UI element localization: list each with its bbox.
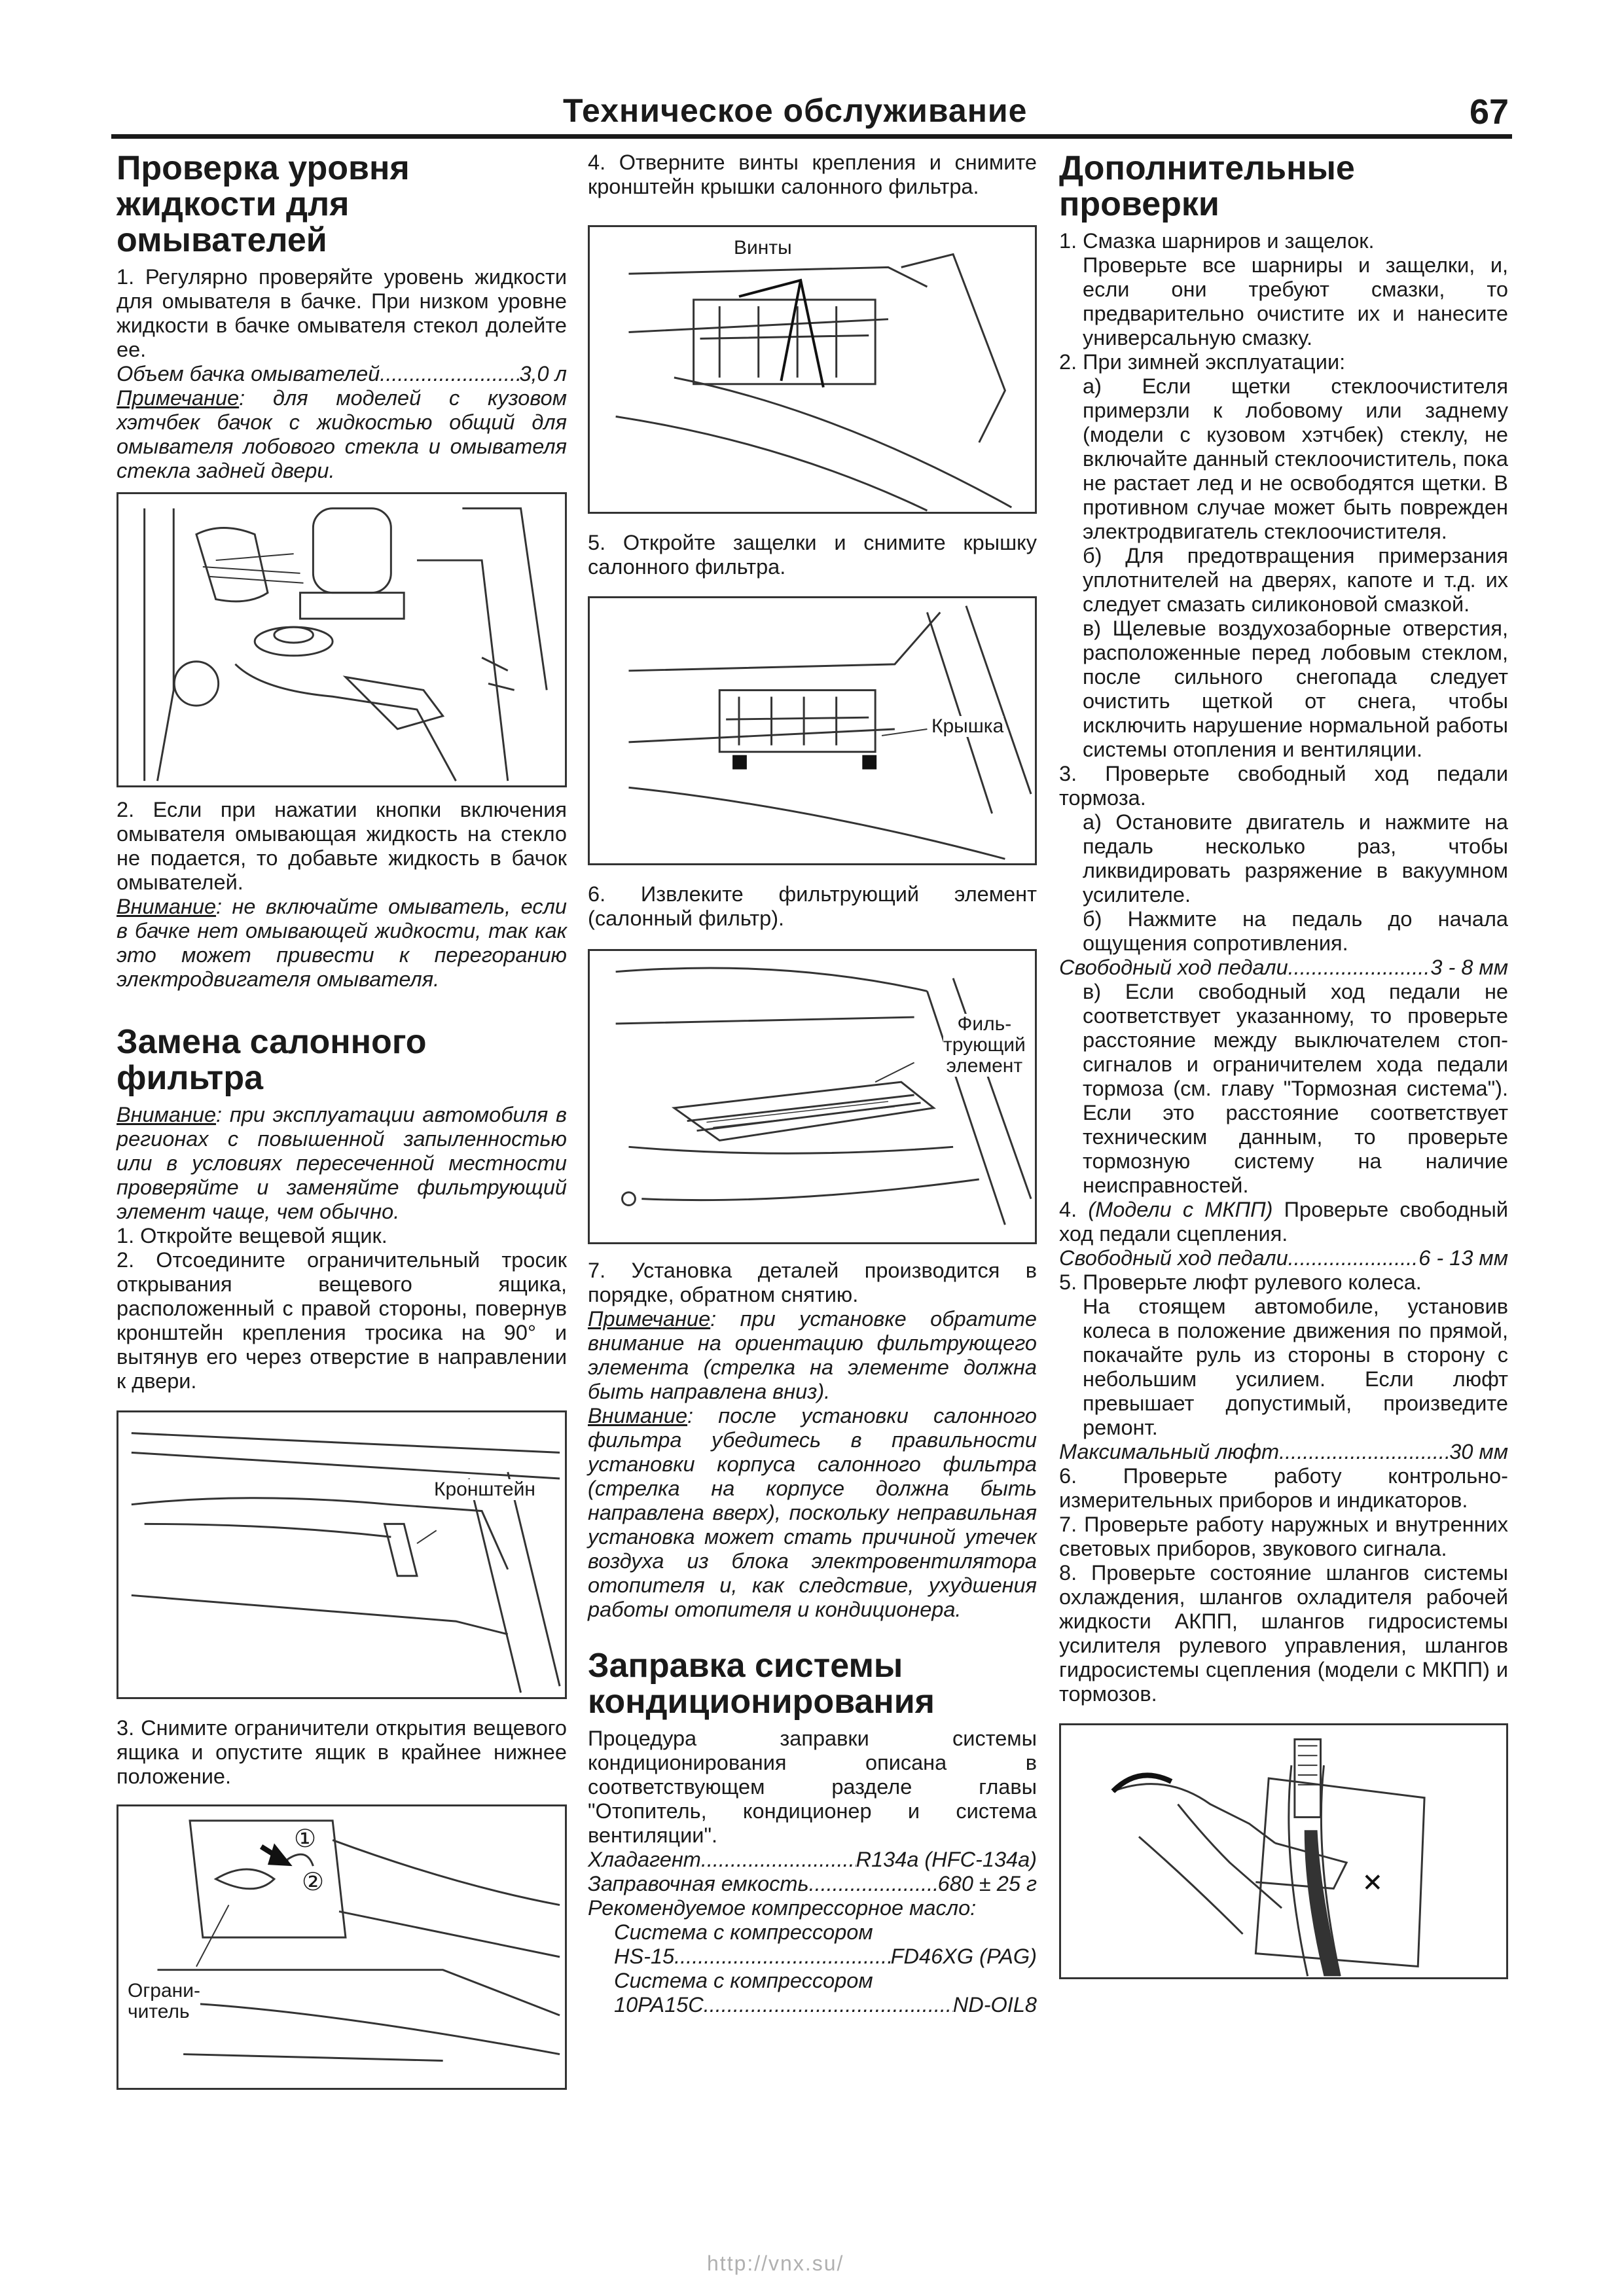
list-item: 8. Проверьте состояние шлангов системы охлаждения, шлангов охладителя рабочей жидкости АКПП, шлангов гидросистемы усилителя рулевого управления, шлангов гидросистемы сцепления (модели с МКПП) и тормозов.	[1059, 1561, 1508, 1706]
footer-url-watermark: http://vnx.su/	[707, 2251, 844, 2275]
figure-glovebox-bracket	[117, 1410, 567, 1699]
step: 7. Установка деталей производится в порядке, обратном снятию.	[588, 1259, 1037, 1306]
figure-glovebox-limiter	[117, 1804, 567, 2090]
list-item: 5. Проверьте люфт рулевого колеса.	[1059, 1270, 1422, 1294]
page-number: 67	[1470, 92, 1509, 132]
spec-comp1-heading: Система с компрессором	[614, 1920, 873, 1944]
list-subitem: а) Если щетки стеклоочистителя примерзли к лобовому или заднему (модели с кузовом хэтчбек) стеклу, не включайте данный стеклоочиститель, пока не растает лед и не освободятся щетки. В противном случае может быть поврежден электродвигатель стеклоочистителя.	[1083, 374, 1508, 543]
list-subitem: в) Щелевые воздухозаборные отверстия, расположенные перед лобовым стеклом, после сильного снегопада следует очистить щеткой от снега, чтобы исключить нарушение нормальной работы системы отопления и вентиляции.	[1083, 617, 1508, 761]
section-title-additional-checks: Дополнительные проверки	[1059, 149, 1355, 223]
note: Примечание: при установке обратите внимание на ориентацию фильтрующего элемента (стрелка на элементе должна быть направлена вниз).	[588, 1307, 1037, 1403]
list-item-text: На стоящем автомобиле, установив колеса в положение движения по прямой, покачайте руль из стороны в сторону с небольшим усилием. Если люфт превышает допустимый, произведите ремонт.	[1083, 1295, 1508, 1439]
list-item: 2. При зимней эксплуатации:	[1059, 350, 1346, 374]
paragraph: 1. Регулярно проверяйте уровень жидкости для омывателя в бачке. При низком уровне жидкости в бачке омывателя стекол долейте ее.	[117, 265, 567, 361]
label-cover: Крышка	[931, 715, 1004, 737]
figure-washer-reservoir	[117, 492, 567, 787]
callout-2: ②	[302, 1869, 325, 1896]
label-screws: Винты	[734, 237, 792, 259]
section-title-washer: Проверка уровня жидкости для омывателей	[117, 149, 410, 259]
spec-steering-play: Максимальный люфт ..... 30 мм	[1059, 1440, 1508, 1464]
section-title-ac: Заправка системы кондиционирования	[588, 1647, 935, 1721]
spec-clutch-pedal-play: Свободный ход педали ..... 6 - 13 мм	[1059, 1246, 1508, 1270]
figure-filter-element	[588, 949, 1037, 1244]
spec-comp2: 10PA15C ..... ND-OIL8	[588, 1993, 1037, 2017]
list-item: 4. (Модели с МКПП) Проверьте свободный ход педали сцепления.	[1059, 1198, 1509, 1246]
step: 6. Извлеките фильтрующий элемент (салонный фильтр).	[588, 882, 1037, 930]
step: 2. Отсоедините ограничительный тросик открывания вещевого ящика, расположенный с правой стороны, повернув кронштейн крепления тросика на 90° и вытянув его через отверстие в направлении к двери.	[117, 1248, 567, 1393]
column-middle	[588, 151, 1037, 2017]
spec-brake-pedal-play: Свободный ход педали ..... 3 - 8 мм	[1059, 956, 1508, 980]
step: 4. Отверните винты крепления и снимите кронштейн крышки салонного фильтра.	[588, 151, 1037, 198]
list-item: 6. Проверьте работу контрольно-измерительных приборов и индикаторов.	[1059, 1464, 1508, 1512]
list-subitem: а) Остановите двигатель и нажмите на педаль несколько раз, чтобы ликвидировать разряжение в вакуумном усилителе.	[1083, 810, 1508, 906]
figure-filter-cover	[588, 596, 1037, 865]
spec-oil-heading: Рекомендуемое компрессорное масло:	[588, 1896, 977, 1920]
warning: Внимание: после установки салонного фильтра убедитесь в правильности установки корпуса салонного фильтра (стрелка на корпусе должна быть направлена вверх), поскольку неправильная установка может стать причиной утечек воздуха из блока электровентилятора отопителя и, как следствие, ухудшения работы отопителя и кондиционера.	[588, 1404, 1037, 1621]
list-item: 3. Проверьте свободный ход педали тормоза.	[1059, 762, 1508, 810]
callout-1: ①	[294, 1825, 317, 1853]
warning: Внимание: не включайте омыватель, если в бачке нет омывающей жидкости, так как это может привести к перегоранию электродвигателя омывателя.	[117, 895, 567, 991]
spec-washer-volume: Объем бачка омывателей ..... 3,0 л	[117, 362, 567, 386]
label-limiter: Ограни- читель	[128, 1980, 200, 2022]
list-subitem: б) Нажмите на педаль до начала ощущения сопротивления.	[1083, 907, 1508, 955]
step: 1. Откройте вещевой ящик.	[117, 1224, 388, 1247]
step: 5. Откройте защелки и снимите крышку салонного фильтра.	[588, 531, 1037, 579]
list-item-text: Проверьте все шарниры и защелки, и, если они требуют смазки, то предварительно очистите их и нанесите универсальную смазку.	[1083, 253, 1508, 350]
washer-reservoir-illustration	[118, 494, 565, 785]
note: Примечание: для моделей с кузовом хэтчбек бачок с жидкостью общий для омывателя лобового стекла и омывателя стекла задней двери.	[117, 386, 567, 482]
figure-hose-inspection	[1059, 1723, 1508, 1979]
running-header: Техническое обслуживание	[563, 92, 1028, 129]
paragraph: Процедура заправки системы кондиционирования описана в соответствующем разделе главы "Отопитель, кондиционер и система вентиляции".	[588, 1727, 1037, 1847]
section-title-cabin-filter: Замена салонного фильтра	[117, 1023, 427, 1097]
spec-refrigerant: Хладагент ..... R134a (HFC-134a)	[588, 1848, 1037, 1872]
spec-comp1: HS-15 ..... FD46XG (PAG)	[588, 1945, 1037, 1969]
spec-comp2-heading: Система с компрессором	[614, 1969, 873, 1992]
list-item: 1. Смазка шарниров и защелок.	[1059, 229, 1375, 253]
column-left	[117, 151, 567, 2090]
list-subitem: б) Для предотвращения примерзания уплотнителей на дверях, капоте и т.д. их следует смазать силиконовой смазкой.	[1083, 544, 1508, 616]
step: 3. Снимите ограничители открытия вещевого ящика и опустите ящик в крайнее нижнее положение.	[117, 1716, 567, 1788]
list-subitem: в) Если свободный ход педали не соответствует указанному, то проверьте расстояние между выключателем стоп-сигналов и ограничителем хода педали тормоза (см. главу "Тормозная система"). Если это расстояние соответствует техническим данным, то проверьте тормозную систему на наличие неисправностей.	[1083, 980, 1508, 1197]
warning: Внимание: при эксплуатации автомобиля в регионах с повышенной запыленностью или в условиях пересеченной местности проверяйте и заменяйте фильтрующий элемент чаще, чем обычно.	[117, 1103, 567, 1223]
label-filter-element: Филь- трующий элемент	[943, 1013, 1026, 1077]
figure-filter-screws	[588, 225, 1037, 514]
paragraph: 2. Если при нажатии кнопки включения омывателя омывающая жидкость на стекло не подается, то добавьте жидкость в бачок омывателей.	[117, 798, 567, 894]
header-rule	[111, 134, 1512, 139]
column-right	[1059, 151, 1508, 1979]
spec-capacity: Заправочная емкость ..... 680 ± 25 г	[588, 1872, 1037, 1896]
list-item: 7. Проверьте работу наружных и внутренних световых приборов, звукового сигнала.	[1059, 1513, 1508, 1560]
label-bracket: Кронштейн	[434, 1479, 535, 1500]
